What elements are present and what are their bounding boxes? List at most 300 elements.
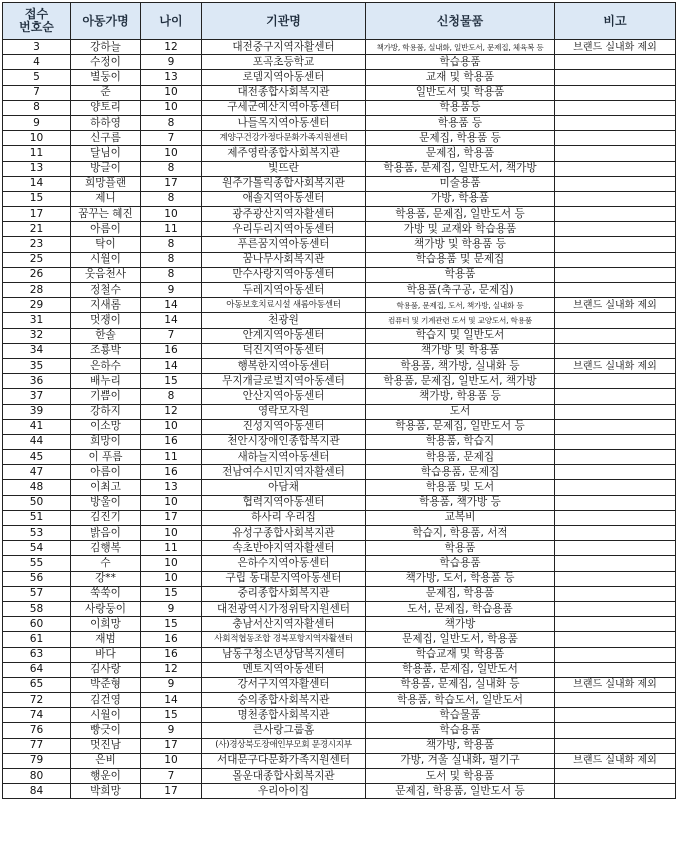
- cell-age: 15: [141, 374, 202, 389]
- table-row: [3, 465, 676, 480]
- cell-child-alias: 기쁨이: [71, 389, 141, 404]
- cell-child-alias: 쑥쑥이: [71, 586, 141, 601]
- cell-requested-items: 책가방 및 학용품: [366, 343, 555, 358]
- cell-receipt-number: 72: [3, 693, 71, 708]
- cell-receipt-number: 48: [3, 480, 71, 495]
- cell-child-alias: 방울이: [71, 495, 141, 510]
- cell-organization: 푸른꿈지역아동센터: [202, 237, 366, 252]
- cell-organization: 안계지역아동센터: [202, 328, 366, 343]
- cell-organization: 제주영락종합사회복지관: [202, 146, 366, 161]
- cell-requested-items: 학용품, 문제집, 일반도서 등: [366, 207, 555, 222]
- cell-child-alias: 한솔: [71, 328, 141, 343]
- cell-requested-items: 가방, 겨울 실내화, 필기구: [366, 753, 555, 768]
- table-row: [3, 40, 676, 55]
- cell-organization: 덕진지역아동센터: [202, 343, 366, 358]
- cell-child-alias: 양토리: [71, 100, 141, 115]
- cell-child-alias: 이최고: [71, 480, 141, 495]
- cell-organization: 협력지역아동센터: [202, 495, 366, 510]
- cell-note: [555, 419, 676, 434]
- cell-organization: 안산지역아동센터: [202, 389, 366, 404]
- cell-receipt-number: 45: [3, 450, 71, 465]
- table-row: [3, 510, 676, 525]
- cell-age: 10: [141, 85, 202, 100]
- cell-note: 브랜드 실내화 제외: [555, 358, 676, 373]
- cell-age: 16: [141, 465, 202, 480]
- cell-age: 10: [141, 495, 202, 510]
- cell-requested-items: 학용품, 문제집, 실내화 등: [366, 677, 555, 692]
- cell-receipt-number: 76: [3, 723, 71, 738]
- cell-age: 10: [141, 526, 202, 541]
- cell-requested-items: 가방, 학용품: [366, 191, 555, 206]
- cell-organization: 두레지역아동센터: [202, 283, 366, 298]
- cell-receipt-number: 84: [3, 784, 71, 799]
- cell-requested-items: 책가방, 학용품: [366, 738, 555, 753]
- cell-requested-items: 학습용품: [366, 723, 555, 738]
- cell-age: 17: [141, 510, 202, 525]
- table-row: [3, 100, 676, 115]
- cell-receipt-number: 34: [3, 343, 71, 358]
- cell-receipt-number: 11: [3, 146, 71, 161]
- table-row: [3, 784, 676, 799]
- cell-age: 9: [141, 601, 202, 616]
- table-row: [3, 161, 676, 176]
- cell-requested-items: 학용품, 책가방 등: [366, 495, 555, 510]
- cell-note: [555, 784, 676, 799]
- cell-age: 13: [141, 70, 202, 85]
- cell-age: 10: [141, 100, 202, 115]
- cell-note: [555, 267, 676, 282]
- cell-receipt-number: 77: [3, 738, 71, 753]
- cell-requested-items: 학용품(축구공, 문제집): [366, 283, 555, 298]
- cell-organization: 큰사랑그룹홈: [202, 723, 366, 738]
- cell-receipt-number: 36: [3, 374, 71, 389]
- cell-requested-items: 문제집, 학용품 등: [366, 131, 555, 146]
- cell-child-alias: 밝음이: [71, 526, 141, 541]
- cell-requested-items: 책가방, 학용품 등: [366, 389, 555, 404]
- cell-child-alias: 행운이: [71, 769, 141, 784]
- cell-age: 14: [141, 313, 202, 328]
- cell-requested-items: 도서, 문제집, 학습용품: [366, 601, 555, 616]
- cell-child-alias: 박준형: [71, 677, 141, 692]
- cell-child-alias: 박희망: [71, 784, 141, 799]
- cell-organization: 구세군예산지역아동센터: [202, 100, 366, 115]
- table-row: [3, 131, 676, 146]
- cell-note: [555, 100, 676, 115]
- table-row: [3, 252, 676, 267]
- table-row: [3, 115, 676, 130]
- cell-note: [555, 85, 676, 100]
- cell-organization: 아담채: [202, 480, 366, 495]
- cell-note: [555, 237, 676, 252]
- cell-child-alias: 배누리: [71, 374, 141, 389]
- cell-age: 11: [141, 222, 202, 237]
- cell-child-alias: 은하수: [71, 358, 141, 373]
- cell-child-alias: 준: [71, 85, 141, 100]
- cell-organization: 로뎀지역아동센터: [202, 70, 366, 85]
- cell-age: 9: [141, 723, 202, 738]
- cell-child-alias: 아름이: [71, 222, 141, 237]
- cell-requested-items: 컴퓨터 및 기계관련 도서 및 교양도서, 학용품: [366, 313, 555, 328]
- table-row: [3, 586, 676, 601]
- cell-age: 10: [141, 146, 202, 161]
- cell-child-alias: 김행복: [71, 541, 141, 556]
- cell-age: 16: [141, 343, 202, 358]
- cell-child-alias: 시월이: [71, 252, 141, 267]
- table-row: [3, 495, 676, 510]
- cell-child-alias: 아름이: [71, 465, 141, 480]
- cell-receipt-number: 29: [3, 298, 71, 313]
- cell-age: 9: [141, 55, 202, 70]
- cell-receipt-number: 57: [3, 586, 71, 601]
- cell-age: 12: [141, 40, 202, 55]
- cell-receipt-number: 39: [3, 404, 71, 419]
- cell-note: [555, 526, 676, 541]
- cell-receipt-number: 60: [3, 617, 71, 632]
- cell-receipt-number: 9: [3, 115, 71, 130]
- table-row: [3, 222, 676, 237]
- cell-receipt-number: 47: [3, 465, 71, 480]
- cell-receipt-number: 31: [3, 313, 71, 328]
- cell-age: 7: [141, 328, 202, 343]
- cell-requested-items: 학용품, 문제집: [366, 450, 555, 465]
- cell-organization: 서대문구다문화가족지원센터: [202, 753, 366, 768]
- cell-child-alias: 바다: [71, 647, 141, 662]
- cell-note: [555, 283, 676, 298]
- cell-child-alias: 이희망: [71, 617, 141, 632]
- cell-age: 14: [141, 693, 202, 708]
- table-row: [3, 55, 676, 70]
- cell-age: 15: [141, 708, 202, 723]
- cell-receipt-number: 80: [3, 769, 71, 784]
- cell-requested-items: 책가방, 도서, 학용품 등: [366, 571, 555, 586]
- table-row: [3, 723, 676, 738]
- cell-child-alias: 강하늘: [71, 40, 141, 55]
- cell-age: 8: [141, 115, 202, 130]
- cell-note: [555, 708, 676, 723]
- cell-receipt-number: 64: [3, 662, 71, 677]
- cell-age: 16: [141, 647, 202, 662]
- cell-organization: 광주광산지역자활센터: [202, 207, 366, 222]
- cell-child-alias: 탁이: [71, 237, 141, 252]
- cell-age: 17: [141, 176, 202, 191]
- table-row: [3, 176, 676, 191]
- cell-receipt-number: 4: [3, 55, 71, 70]
- cell-requested-items: 학습지, 학용품, 서적: [366, 526, 555, 541]
- table-row: [3, 85, 676, 100]
- cell-note: [555, 647, 676, 662]
- cell-organization: 행복한지역아동센터: [202, 358, 366, 373]
- cell-organization: 명천종합사회복지관: [202, 708, 366, 723]
- cell-age: 8: [141, 252, 202, 267]
- cell-requested-items: 학습지 및 일반도서: [366, 328, 555, 343]
- cell-organization: 유성구종합사회복지관: [202, 526, 366, 541]
- table-row: [3, 753, 676, 768]
- cell-requested-items: 가방 및 교재와 학습용품: [366, 222, 555, 237]
- table-row: [3, 70, 676, 85]
- cell-receipt-number: 41: [3, 419, 71, 434]
- cell-child-alias: 희망플랜: [71, 176, 141, 191]
- header-note: 비고: [555, 3, 676, 40]
- cell-age: 17: [141, 784, 202, 799]
- cell-requested-items: 학습용품: [366, 55, 555, 70]
- table-row: [3, 374, 676, 389]
- table-row: [3, 632, 676, 647]
- cell-child-alias: 신구름: [71, 131, 141, 146]
- table-row: [3, 237, 676, 252]
- header-requested-items: 신청물품: [366, 3, 555, 40]
- cell-note: [555, 556, 676, 571]
- cell-note: [555, 617, 676, 632]
- cell-age: 9: [141, 677, 202, 692]
- cell-note: [555, 252, 676, 267]
- cell-requested-items: 미술용품: [366, 176, 555, 191]
- cell-requested-items: 학용품 및 도서: [366, 480, 555, 495]
- cell-age: 10: [141, 753, 202, 768]
- table-row: [3, 571, 676, 586]
- cell-note: [555, 662, 676, 677]
- cell-age: 10: [141, 556, 202, 571]
- cell-age: 8: [141, 267, 202, 282]
- cell-note: [555, 495, 676, 510]
- cell-age: 8: [141, 237, 202, 252]
- cell-age: 12: [141, 404, 202, 419]
- cell-receipt-number: 51: [3, 510, 71, 525]
- cell-child-alias: 사랑둥이: [71, 601, 141, 616]
- cell-requested-items: 학용품, 책가방, 실내화 등: [366, 358, 555, 373]
- cell-receipt-number: 15: [3, 191, 71, 206]
- cell-note: [555, 131, 676, 146]
- cell-requested-items: 학용품, 문제집, 도서, 책가방, 실내화 등: [366, 298, 555, 313]
- cell-age: 8: [141, 161, 202, 176]
- cell-child-alias: 정철수: [71, 283, 141, 298]
- cell-note: [555, 632, 676, 647]
- cell-organization: 대전종합사회복지관: [202, 85, 366, 100]
- cell-child-alias: 방글이: [71, 161, 141, 176]
- cell-note: [555, 328, 676, 343]
- cell-receipt-number: 79: [3, 753, 71, 768]
- cell-age: 10: [141, 207, 202, 222]
- cell-note: [555, 480, 676, 495]
- cell-age: 10: [141, 419, 202, 434]
- table-row: [3, 191, 676, 206]
- cell-receipt-number: 61: [3, 632, 71, 647]
- cell-receipt-number: 50: [3, 495, 71, 510]
- cell-age: 10: [141, 571, 202, 586]
- cell-organization: 우리두리지역아동센터: [202, 222, 366, 237]
- cell-receipt-number: 53: [3, 526, 71, 541]
- cell-organization: 무지개글로벌지역아동센터: [202, 374, 366, 389]
- cell-organization: 천안시장애인종합복지관: [202, 434, 366, 449]
- cell-child-alias: 김건영: [71, 693, 141, 708]
- cell-note: 브랜드 실내화 제외: [555, 298, 676, 313]
- cell-organization: 강서구지역자활센터: [202, 677, 366, 692]
- cell-organization: 나들목지역아동센터: [202, 115, 366, 130]
- cell-child-alias: 이소망: [71, 419, 141, 434]
- cell-organization: 몰운대종합사회복지관: [202, 769, 366, 784]
- cell-organization: 남동구청소년상담복지센터: [202, 647, 366, 662]
- table-row: [3, 283, 676, 298]
- cell-receipt-number: 32: [3, 328, 71, 343]
- cell-note: [555, 374, 676, 389]
- cell-requested-items: 학습물품: [366, 708, 555, 723]
- cell-age: 12: [141, 662, 202, 677]
- table-row: [3, 358, 676, 373]
- cell-receipt-number: 21: [3, 222, 71, 237]
- table-row: [3, 146, 676, 161]
- cell-child-alias: 하하영: [71, 115, 141, 130]
- table-row: [3, 662, 676, 677]
- cell-age: 11: [141, 541, 202, 556]
- cell-requested-items: 학용품, 문제집, 일반도서, 책가방: [366, 374, 555, 389]
- table-row: [3, 343, 676, 358]
- cell-receipt-number: 56: [3, 571, 71, 586]
- cell-note: [555, 222, 676, 237]
- cell-age: 16: [141, 434, 202, 449]
- cell-receipt-number: 55: [3, 556, 71, 571]
- header-row: [3, 3, 676, 40]
- cell-age: 14: [141, 298, 202, 313]
- header-receipt-number-line2: 번호순: [19, 20, 54, 34]
- cell-requested-items: 도서 및 학용품: [366, 769, 555, 784]
- cell-receipt-number: 54: [3, 541, 71, 556]
- cell-receipt-number: 23: [3, 237, 71, 252]
- cell-requested-items: 책가방 및 학용품 등: [366, 237, 555, 252]
- cell-organization: 꿈나무사회복지관: [202, 252, 366, 267]
- table-body: [3, 40, 676, 799]
- cell-requested-items: 문제집, 학용품: [366, 586, 555, 601]
- cell-note: [555, 115, 676, 130]
- cell-note: [555, 389, 676, 404]
- application-list-sheet: [2, 2, 676, 799]
- cell-note: [555, 723, 676, 738]
- cell-note: [555, 146, 676, 161]
- cell-organization: 하사리 우리집: [202, 510, 366, 525]
- cell-note: [555, 207, 676, 222]
- cell-age: 16: [141, 632, 202, 647]
- cell-organization: 대전중구지역자활센터: [202, 40, 366, 55]
- cell-note: [555, 465, 676, 480]
- cell-note: [555, 313, 676, 328]
- cell-receipt-number: 17: [3, 207, 71, 222]
- table-row: [3, 404, 676, 419]
- cell-receipt-number: 8: [3, 100, 71, 115]
- table-row: [3, 389, 676, 404]
- cell-child-alias: 제니: [71, 191, 141, 206]
- cell-receipt-number: 7: [3, 85, 71, 100]
- cell-organization: 대전광역시가정위탁지원센터: [202, 601, 366, 616]
- cell-requested-items: 학용품: [366, 267, 555, 282]
- cell-organization: 사회적협동조합 경북포항지역자활센터: [202, 632, 366, 647]
- cell-child-alias: 멋진남: [71, 738, 141, 753]
- cell-child-alias: 빵긋이: [71, 723, 141, 738]
- header-age: 나이: [141, 3, 202, 40]
- cell-note: [555, 738, 676, 753]
- cell-requested-items: 학습교재 및 학용품: [366, 647, 555, 662]
- header-child-alias: 아동가명: [71, 3, 141, 40]
- cell-age: 15: [141, 586, 202, 601]
- cell-requested-items: 학습용품: [366, 556, 555, 571]
- cell-organization: 만수사랑지역아동센터: [202, 267, 366, 282]
- table-row: [3, 267, 676, 282]
- cell-organization: 숭의종합사회복지관: [202, 693, 366, 708]
- cell-note: [555, 450, 676, 465]
- cell-child-alias: 수: [71, 556, 141, 571]
- cell-organization: 빛뜨란: [202, 161, 366, 176]
- cell-receipt-number: 37: [3, 389, 71, 404]
- cell-receipt-number: 65: [3, 677, 71, 692]
- cell-child-alias: 김사랑: [71, 662, 141, 677]
- cell-organization: 은하수지역아동센터: [202, 556, 366, 571]
- cell-child-alias: 웃음천사: [71, 267, 141, 282]
- cell-note: [555, 693, 676, 708]
- table-row: [3, 677, 676, 692]
- cell-requested-items: 학용품등: [366, 100, 555, 115]
- cell-note: 브랜드 실내화 제외: [555, 753, 676, 768]
- cell-child-alias: 지새롬: [71, 298, 141, 313]
- cell-organization: 포곡초등학교: [202, 55, 366, 70]
- cell-note: [555, 586, 676, 601]
- table-row: [3, 647, 676, 662]
- cell-organization: 애솔지역아동센터: [202, 191, 366, 206]
- cell-organization: 진성지역아동센터: [202, 419, 366, 434]
- cell-note: [555, 191, 676, 206]
- cell-age: 9: [141, 283, 202, 298]
- cell-note: [555, 70, 676, 85]
- cell-receipt-number: 13: [3, 161, 71, 176]
- cell-child-alias: 재범: [71, 632, 141, 647]
- cell-organization: (사)경상북도장애인부모회 문경시지부: [202, 738, 366, 753]
- table-row: [3, 601, 676, 616]
- table-row: [3, 541, 676, 556]
- cell-note: [555, 541, 676, 556]
- table-row: [3, 419, 676, 434]
- cell-note: 브랜드 실내화 제외: [555, 677, 676, 692]
- cell-age: 13: [141, 480, 202, 495]
- cell-receipt-number: 35: [3, 358, 71, 373]
- cell-child-alias: 강하지: [71, 404, 141, 419]
- cell-requested-items: 교복비: [366, 510, 555, 525]
- cell-requested-items: 문제집, 학용품: [366, 146, 555, 161]
- cell-requested-items: 도서: [366, 404, 555, 419]
- cell-organization: 멘토지역아동센터: [202, 662, 366, 677]
- table-row: [3, 434, 676, 449]
- cell-requested-items: 책가방, 학용품, 실내화, 일반도서, 문제집, 체육복 등: [366, 40, 555, 55]
- cell-organization: 충남서산지역자활센터: [202, 617, 366, 632]
- table-row: [3, 328, 676, 343]
- cell-receipt-number: 5: [3, 70, 71, 85]
- cell-receipt-number: 14: [3, 176, 71, 191]
- table-row: [3, 313, 676, 328]
- cell-child-alias: 멋쟁이: [71, 313, 141, 328]
- cell-requested-items: 학용품, 문제집, 일반도서: [366, 662, 555, 677]
- cell-receipt-number: 10: [3, 131, 71, 146]
- header-receipt-number-line1: 접수: [24, 7, 49, 21]
- cell-requested-items: 교재 및 학용품: [366, 70, 555, 85]
- cell-receipt-number: 44: [3, 434, 71, 449]
- table-row: [3, 693, 676, 708]
- cell-child-alias: 꿈꾸는 혜진: [71, 207, 141, 222]
- cell-child-alias: 시월이: [71, 708, 141, 723]
- table-row: [3, 708, 676, 723]
- table-row: [3, 617, 676, 632]
- table-row: [3, 526, 676, 541]
- cell-receipt-number: 28: [3, 283, 71, 298]
- cell-note: [555, 176, 676, 191]
- cell-organization: 전남여수시민지역자활센터: [202, 465, 366, 480]
- header-receipt-number: [3, 3, 71, 40]
- cell-organization: 계양구건강가정다문화가족지원센터: [202, 131, 366, 146]
- cell-organization: 천광원: [202, 313, 366, 328]
